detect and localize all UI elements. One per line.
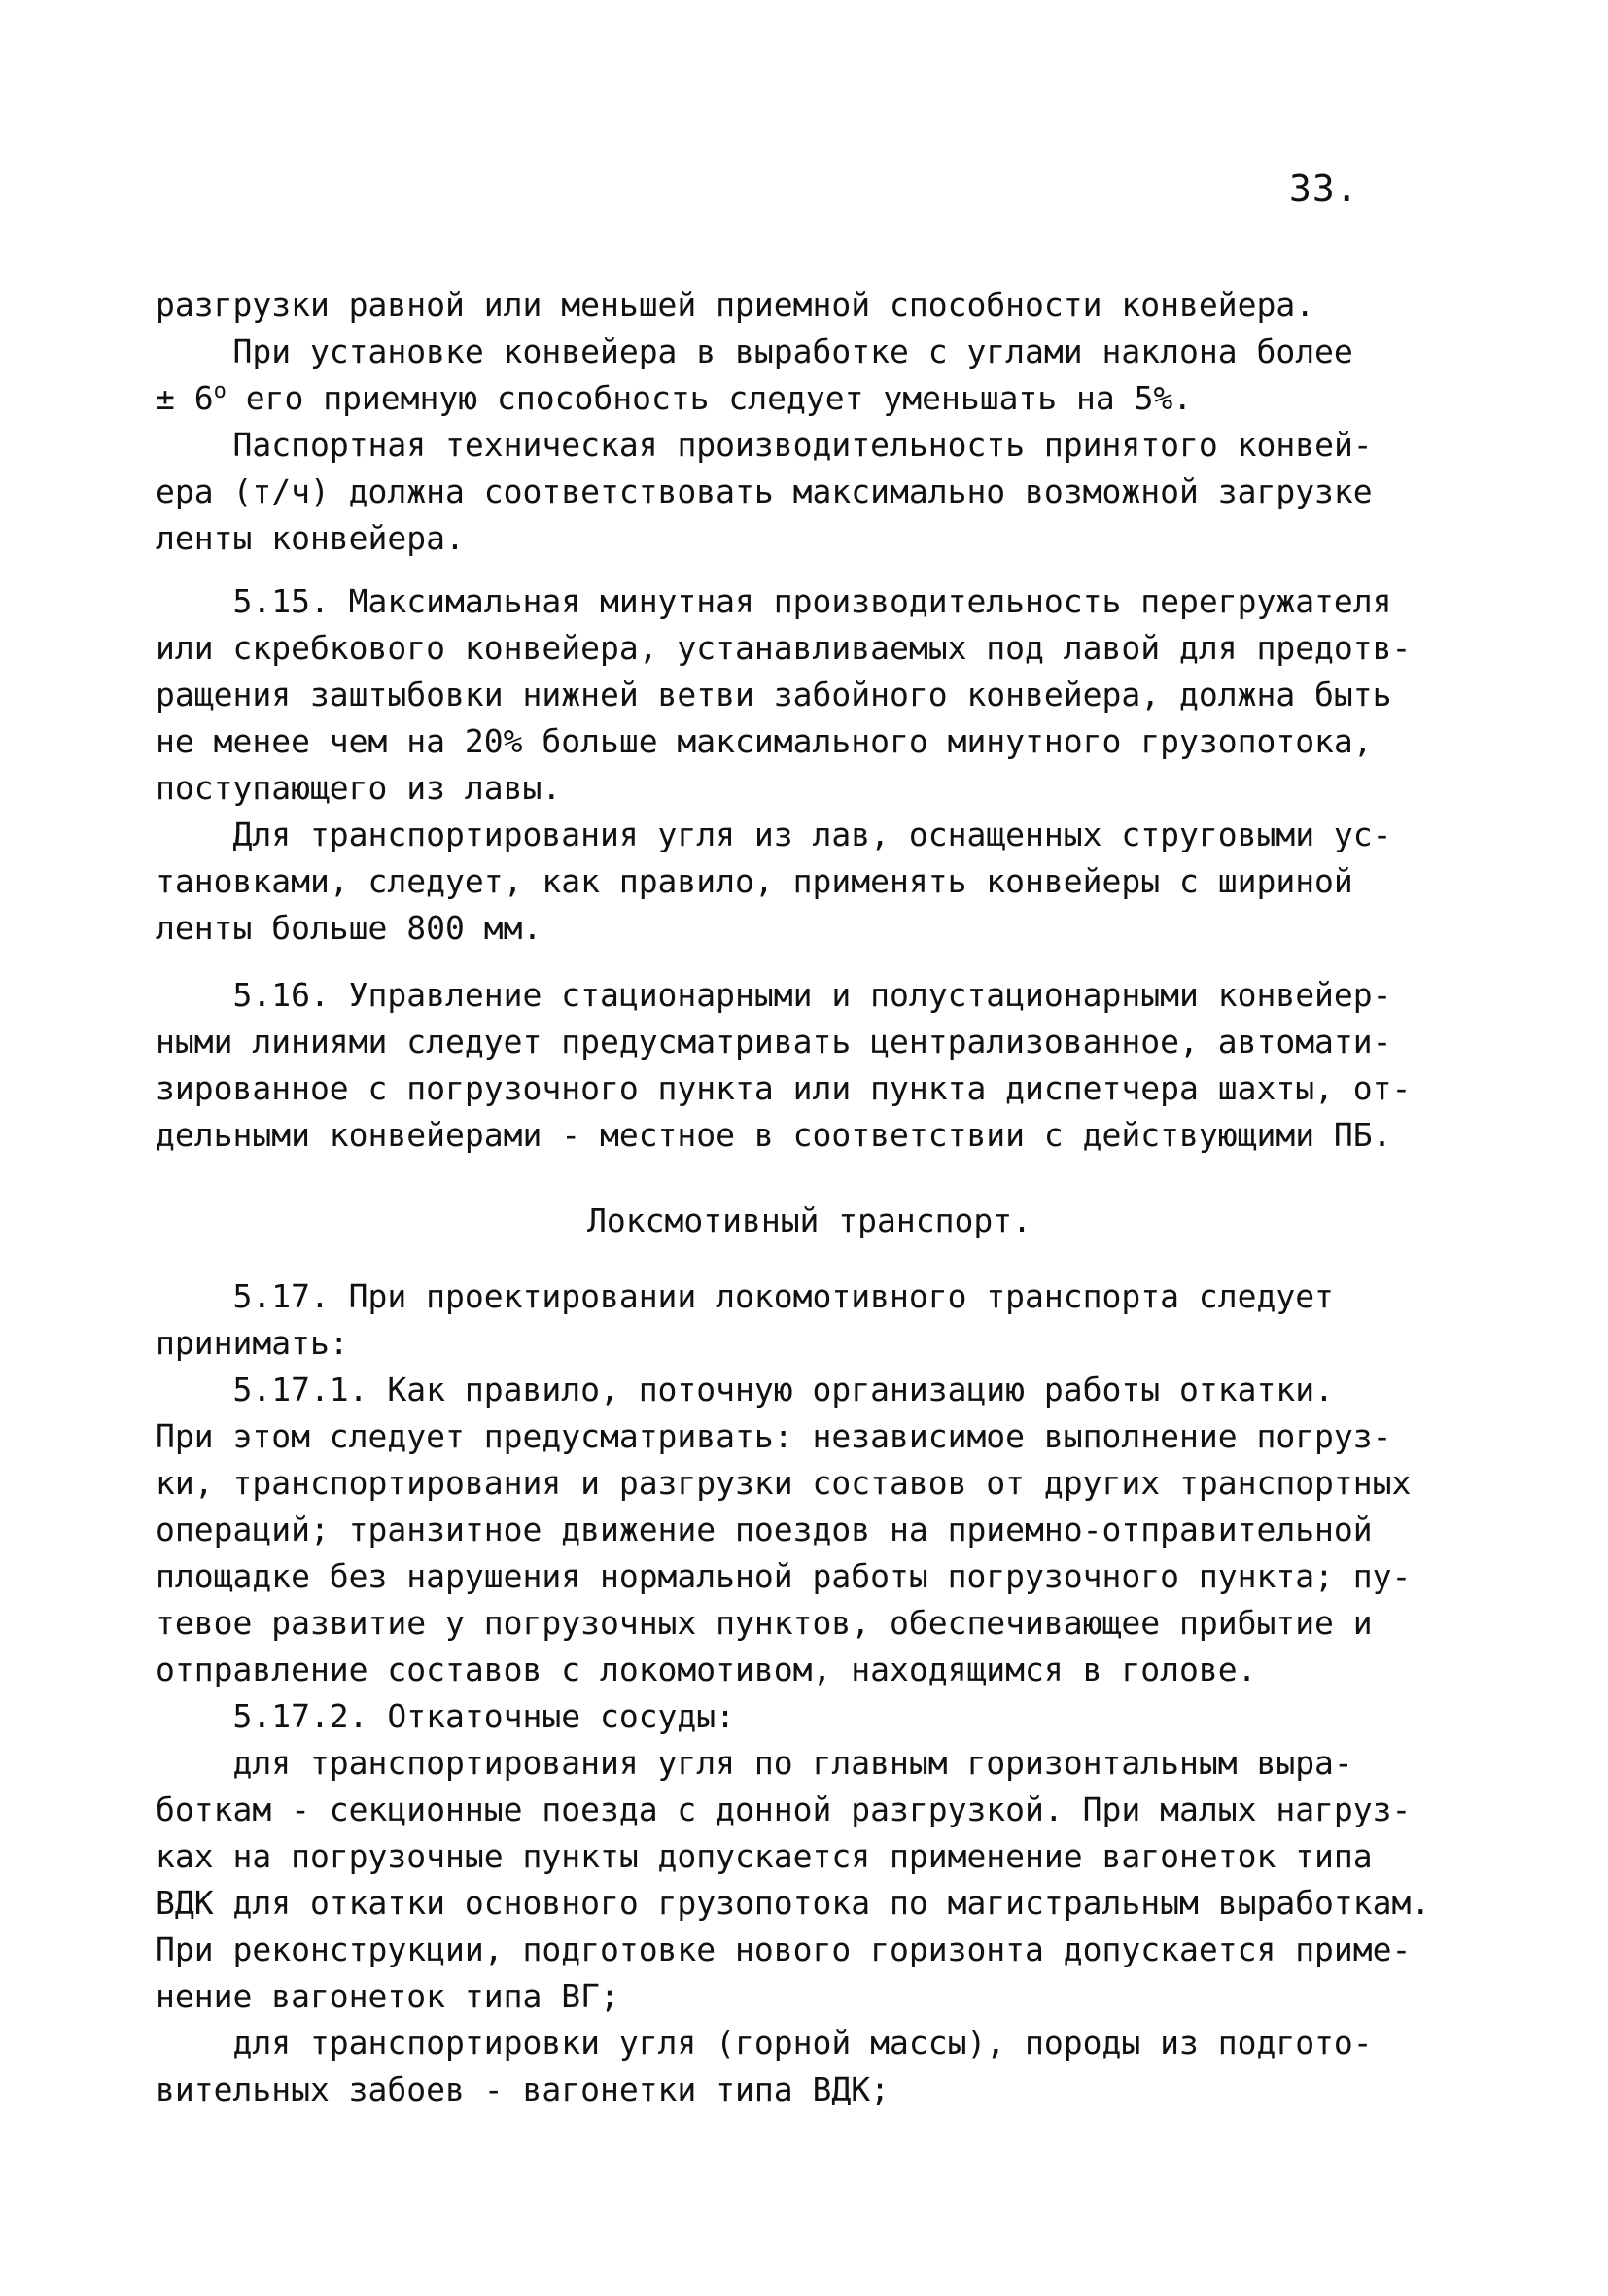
text-line: дельными конвейерами - местное в соответствии с действующими ПБ. [156,1116,1392,1154]
text-line: вительных забоев - вагонетки типа ВДК; [156,2070,890,2108]
text-line: поступающего из лавы. [156,769,562,807]
text-line [156,375,1463,422]
text-line: ными линиями следует предусматривать централизованное, автомати- [156,1023,1392,1061]
text-line: операций; транзитное движение поездов на приемно-отправительной [156,1511,1373,1548]
text-line: ленты конвейера. [156,519,465,557]
text-line: площадке без нарушения нормальной работы погрузочного пункта; пу- [156,1557,1412,1595]
paragraph-block-2 [156,578,1463,952]
text-line: 5.17. При проектировании локомотивного транспорта следует [156,1277,1334,1315]
paragraph-block-3 [156,972,1463,1159]
text-line: принимать: [156,1324,349,1362]
degree-superscript: о [213,379,227,403]
text-line: не менее чем на 20% больше максимального минутного грузопотока, [156,722,1373,760]
text-line: тановками, следует, как правило, применять конвейеры с шириной [156,862,1353,900]
text-line: для транспортирования угля по главным горизонтальным выра- [156,1744,1353,1782]
text-line: При установке конвейера в выработке с углами наклона более [156,332,1353,370]
text-line: отправление составов с локомотивом, находящимся в голове. [156,1651,1257,1688]
text-line: 5.17.1. Как правило, поточную организацию работы откатки. [156,1371,1334,1409]
text-line: ленты больше 800 мм. [156,909,542,947]
text-line: 5.16. Управление стационарными и полустационарными конвейер- [156,976,1392,1014]
text-line: или скребкового конвейера, устанавливаемых под лавой для предотв- [156,629,1412,667]
paragraph-block-1 [156,282,1463,562]
text-line [156,422,1463,469]
text-line: ки, транспортирования и разгрузки составов от других транспортных [156,1464,1412,1502]
indent [156,426,232,464]
text-line: При реконструкции, подготовке нового горизонта допускается приме- [156,1931,1412,1968]
text-fragment: Паспортная техническая производительность принятого конвей- [232,426,1373,464]
section-heading: Локсмотивный транспорт. [587,1201,1031,1239]
text-line: для транспортировки угля (горной массы), породы из подгото- [156,2024,1373,2062]
text-fragment: ± 6 [156,379,214,417]
text-line: 5.15. Максимальная минутная производительность перегружателя [156,582,1392,620]
text-line: ера (т/ч) должна соответствовать максимально возможной загрузке [156,472,1373,510]
text-line: При этом следует предусматривать: независимое выполнение погруз- [156,1417,1392,1455]
text-line: нение вагонеток типа ВГ; [156,1977,619,2015]
text-line: ращения заштыбовки нижней ветви забойного конвейера, должна быть [156,676,1392,713]
text-fragment: его приемную способность следует уменьшать на 5%. [226,379,1193,417]
text-line: Для транспортирования угля из лав, оснащенных струговыми ус- [156,816,1392,853]
paragraph-block-4 [156,1273,1463,2113]
text-line: боткам - секционные поезда с донной разгрузкой. При малых нагруз- [156,1791,1412,1828]
text-line: ВДК для откатки основного грузопотока по магистральным выработкам. [156,1884,1431,1922]
text-line: зированное с погрузочного пункта или пункта диспетчера шахты, от- [156,1069,1412,1107]
text-line: ках на погрузочные пункты допускается применение вагонеток типа [156,1837,1373,1875]
page-number: 33. [1289,167,1359,210]
text-line: разгрузки равной или меньшей приемной способности конвейера. [156,286,1315,324]
text-line: тевое развитие у погрузочных пунктов, обеспечивающее прибытие и [156,1604,1373,1642]
text-line: 5.17.2. Откаточные сосуды: [156,1697,736,1735]
